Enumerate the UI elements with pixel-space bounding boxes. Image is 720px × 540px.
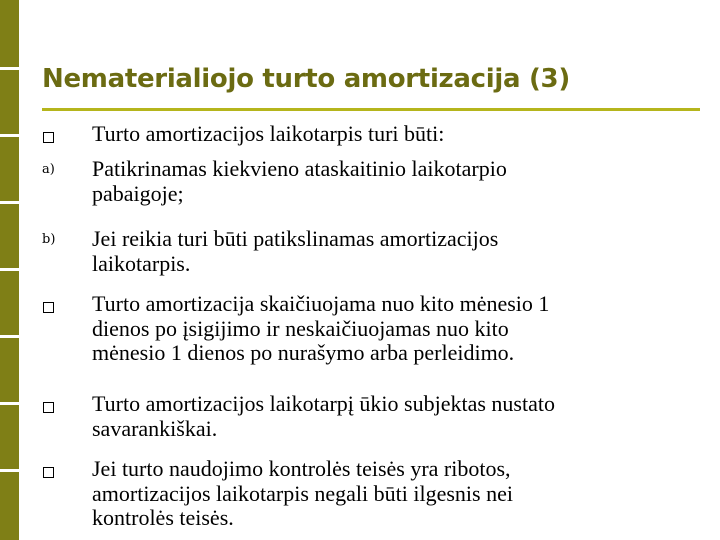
bar-segment: [0, 271, 19, 335]
square-bullet-icon: [43, 132, 54, 143]
list-item-text: [92, 122, 702, 147]
square-bullet-icon: [43, 402, 54, 413]
left-decorative-bar: [0, 0, 19, 540]
text-line: Turto amortizacijos laikotarpį ūkio subjektas nustato: [92, 391, 555, 416]
text-line: pabaigoje;: [92, 180, 184, 206]
bar-segment: [0, 338, 19, 402]
list-item-text: [92, 292, 702, 366]
bar-segment: [0, 405, 19, 469]
list-marker: a): [42, 162, 55, 177]
square-bullet-icon: [43, 467, 54, 478]
text-line: dienos po įsigijimo ir neskaičiuojamas nuo kito: [92, 315, 509, 341]
bar-segment: [0, 70, 19, 134]
bar-segment: [0, 137, 19, 201]
bar-segment: [0, 204, 19, 268]
text-line: Turto amortizacija skaičiuojama nuo kito mėnesio 1: [92, 291, 550, 316]
text-line: savarankiškai.: [92, 415, 218, 441]
list-item-text: [92, 157, 702, 206]
text-line: Jei reikia turi būti patikslinamas amortizacijos: [92, 226, 499, 251]
slide-title: Nematerialiojo turto amortizacija (3): [42, 64, 570, 94]
text-line: Patikrinamas kiekvieno ataskaitinio laikotarpio: [92, 156, 507, 181]
text-line: Jei turto naudojimo kontrolės teisės yra ribotos,: [92, 456, 511, 481]
list-item-text: [92, 392, 702, 441]
text-line: kontrolės teisės.: [92, 505, 234, 530]
text-line: amortizacijos laikotarpis negali būti ilgesnis nei: [92, 480, 513, 506]
bar-segment: [0, 0, 19, 67]
list-item-text: [92, 457, 702, 531]
title-underline: [42, 108, 700, 111]
list-marker: b): [42, 232, 56, 247]
bar-segment: [0, 472, 19, 540]
text-line: laikotarpis.: [92, 250, 191, 276]
text-line: mėnesio 1 dienos po nurašymo arba perleidimo.: [92, 340, 515, 365]
square-bullet-icon: [43, 302, 54, 313]
list-item-text: [92, 227, 702, 276]
text-line: Turto amortizacijos laikotarpis turi būti:: [92, 121, 445, 146]
